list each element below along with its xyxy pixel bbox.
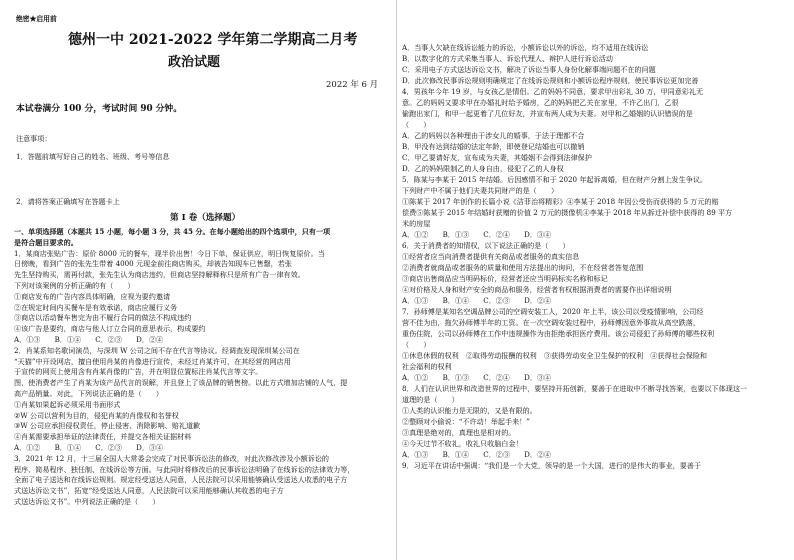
option-line: A．乙的妈妈以各种理由干涉女儿的婚事，于法于理都不合 <box>402 131 585 140</box>
answer-choices: A．①③ B．①④ C．②③ D．②④ <box>402 296 552 305</box>
option-line: ①休息休假的权利 ②取得劳动报酬的权利 ③获得劳动安全卫生保护的权利 ④获得社会保险和 <box>402 351 708 360</box>
text-line: 意。乙的妈妈又要求甲在办婚礼时给予婚房，乙的妈妈把乙关在家里，不许乙出门，乙很 <box>402 98 679 107</box>
option-line: B．以数字化的方式采集当事人、诉讼代理人、辩护人进行诉讼活动 <box>402 54 613 63</box>
option-line: ②W 公司以营利为目的，侵犯肖某的肖像权和名誉权 <box>14 410 179 420</box>
text-line: 6．关于消费者的知情权，以下说法正确的是（ ） <box>402 241 570 250</box>
notice-title: 注意事项： <box>16 134 52 143</box>
answer-choices: A．①② B．①③ C．②④ D．③④ <box>402 373 552 382</box>
answer-choices: A．①③ B．①④ C．②③ D．②④ <box>14 335 164 344</box>
option-line: ④该广告是要约，商店与他人订立合同的意思表示，构成要约 <box>14 324 206 334</box>
notice-item: 2．请将答案正确填写在答题卡上 <box>16 197 120 206</box>
text-line: 7．孙师傅是某知名空调品牌公司的空调安装工人，2020 年上半，该公司以受疫情影响，公司经 <box>402 307 704 316</box>
option-line: B．甲没有达到结婚的法定年龄，即使登记结婚也可以撤销 <box>402 142 585 151</box>
text-line: 是符合题目要求的。 <box>14 237 78 247</box>
text-line: 高产品销量。对此，下列说法正确的是（ ） <box>14 389 163 398</box>
option-line: D．乙的妈妈限制乙的人身自由，侵犯了乙的人身权 <box>402 164 564 173</box>
text-line: 式送达诉讼文书”。中列说法正确的是（ ） <box>14 497 160 506</box>
option-line: 社会福利的权利 <box>402 362 452 371</box>
page-title: 德州一中 2021-2022 学年第二学期高二月考 <box>68 32 358 48</box>
option-line: C．甲乙要请好友，宣布成为夫妻，其婚姻不会得到法律保护 <box>402 153 592 162</box>
text-line: 日傍晚，看到广告的张先生带着 4000 元现金前往商店购买，却被告知现车已售罄，若张 <box>14 259 292 269</box>
text-line: ①陈某于 2017 年创作的长篇小说《洁菲治将精彩》④李某于 2018 年因公受伤而获得的 5 万元的赔 <box>402 197 719 206</box>
option-line: ①商店发布的广告内容具体明确，应视为要约邀请 <box>14 291 171 301</box>
answer-choices: A．①② B．①③ C．②④ D．③④ <box>402 230 552 239</box>
secret-mark: 绝密★启用前 <box>16 15 57 23</box>
text-line: 程序、简易程序、独任制、在线诉讼等方面。与此同时将修改后的民事诉讼法明确了在线诉讼的法律效力等， <box>14 464 355 474</box>
score-note: 本试卷满分 100 分，考试时间 90 分钟。 <box>16 104 183 114</box>
text-line: 图，使消费者产生了肖某为该产品代言的误解，并且登上了该品牌的销售榜。以此方式增加店铺的人气，提 <box>14 378 348 388</box>
text-line: 2．肖某系知名歌词演员，与深圳 W 公司之间不存在代言等协议。经调查发现深圳某公司在 <box>14 345 300 355</box>
part-heading: 第 I 卷（选择题） <box>170 213 241 223</box>
text-line: 营不佳为由，拖欠孙师傅半年的工资。在一次空调安装过程中，孙师傅因意外事故从高空跌落， <box>402 318 700 327</box>
text-line: （ ） <box>402 120 431 129</box>
option-line: ③商店出售商品应当明码标价，经营者还应当明码标实名称和标记 <box>402 274 608 283</box>
text-line: 式送达诉讼文书”，拓宽“经受送达人同意，人民法院可以采用能够确认其收悉的电子方 <box>14 486 284 496</box>
text-line: 于宣传的网页上使用含有肖某肖像的广告，并在明显位置标注肖某代言等文字。 <box>14 367 263 377</box>
text-line: 下列对该案例的分析正确的有（ ） <box>14 281 135 290</box>
column-divider <box>396 0 397 560</box>
option-line: ②整顾对小偷说：“不许动！举起手来！” <box>402 417 530 426</box>
exam-date: 2022 年 6 月 <box>326 80 379 90</box>
option-line: ①人类的认识能力是无限的，又是有限的。 <box>402 406 537 415</box>
option-line: ④肖某需要承担举证的法律责任，并提交各相关证据材料 <box>14 432 192 442</box>
text-line: 3．2021 年 12 月，十三届全国人大常委会完成了对民事诉讼法的修改，对此次修改涉及小额诉讼的 <box>14 453 330 463</box>
page-subtitle: 政治试题 <box>168 55 221 70</box>
option-line: D．此次修改民事诉讼规则明确规定了在线诉讼规则和小额诉讼程序规则，使民事诉讼更加完善 <box>402 76 699 85</box>
option-line: ③W 公司应承担侵权责任，停止侵害、消除影响、赔礼道歉 <box>14 421 201 431</box>
text-line: 9．习近平在讲话中强调：“我们是一个大党，领导的是一个大国，进行的是伟大的事业，要善于 <box>402 461 701 470</box>
option-line: ②在规定时间内买餐车是有效承诺，商店应履行义务 <box>14 302 178 312</box>
text-line: 下列财产中不属于他们夫妻共同财产的是（ ） <box>402 186 559 195</box>
option-line: ②消费者就商品或者服务的质量和使用方法提出的询问，不在经营者答复范围 <box>402 263 644 272</box>
text-line: 道理的是（ ） <box>402 395 459 404</box>
option-line: ④对价格及人身和财产安全的商品和服务，经营者有权根据消费者的需要作出详细说明 <box>402 285 672 294</box>
text-line: 全面了电子送达和在线诉讼规则。规定经受送达人同意，人民法院可以采用能够确认受送达人收悉的电子方 <box>14 475 348 485</box>
option-line: C．采用电子方式送达诉讼文书，解决了诉讼当事人身份化解事端问题不在的问题 <box>402 65 656 74</box>
option-line: ④今天过节不收礼，收礼只收脑白金！ <box>402 439 523 448</box>
option-line: ①经营者应当向消费者提供有关商品或者服务的真实信息 <box>402 252 580 261</box>
text-line: 5．陈某与李某于 2015 年结婚。后因感情不和于 2020 年起诉离婚，但在财产分割上发生争议。 <box>402 175 708 184</box>
answer-choices: A．①② B．①④ C．②③ D．③④ <box>14 443 164 452</box>
answer-choices: A．①③ B．①④ C．②③ D．②④ <box>402 450 552 459</box>
text-line: 8．人们在认识世界和改造世界的过程中，要坚持开拓创新，要善于在进取中不断寻找答案，也要以下体现这一 <box>402 384 748 393</box>
text-line: 1．某商店张贴广告：原价 8000 元的餐车，现半价出售！今日下单，保证供应，明日恢复原价。当 <box>14 248 325 258</box>
notice-item: 1．答题前填写好自己的姓名、班级、考号等信息 <box>16 152 170 161</box>
option-line: A．当事人欠缺在线诉讼能力的诉讼，小额诉讼以外的诉讼，均不适用在线诉讼 <box>402 43 649 52</box>
text-line: 重伤住院，公司以孙师傅在工作中违规操作为由拒绝承担医疗费用。该公司侵犯了孙师傅的哪些权利 <box>402 329 715 338</box>
option-line: ③商店以活动餐车售完为由不履行合同的做法不构成违约 <box>14 313 192 323</box>
option-line: ①肖某如果起诉必须采用书面形式 <box>14 399 121 409</box>
text-line: （ ） <box>402 340 431 349</box>
text-line: 米的房屋 <box>402 219 431 228</box>
text-line: 一、单项选择题（本题共 15 小题，每小题 3 分，共 45 分。在每小题给出的四个选项中，只有一项 <box>14 227 331 236</box>
text-line: “天猫”中开设网店，擅自使用肖某的肖像进行宣传，未经过肖某许可，在其经营的网店用 <box>14 356 291 366</box>
text-line: 偿费⑤陈某于 2015 年结婚时获赠的价值 2 万元的摄像机④李某于 2018 年从拆迁补偿中获得的 89 平方 <box>402 208 733 217</box>
text-line: 偷跑出家门，和甲一起更着了几位好友，并宣布两人成为夫妻。对甲和乙婚姻的认识错误的是 <box>402 109 693 118</box>
text-line: 4．男孩年今年 19 岁，与女孩乙是情侣。乙的妈妈不同意，要求甲出彩礼 30 万，甲同意彩礼无 <box>402 87 704 96</box>
option-line: ③真理是绝对的，真理也是相对的。 <box>402 428 516 437</box>
text-line: 先生坚持购买，需再付款，张先生认为商店违约，但商店坚持解释称只是所有广告一律有效。 <box>14 270 305 280</box>
